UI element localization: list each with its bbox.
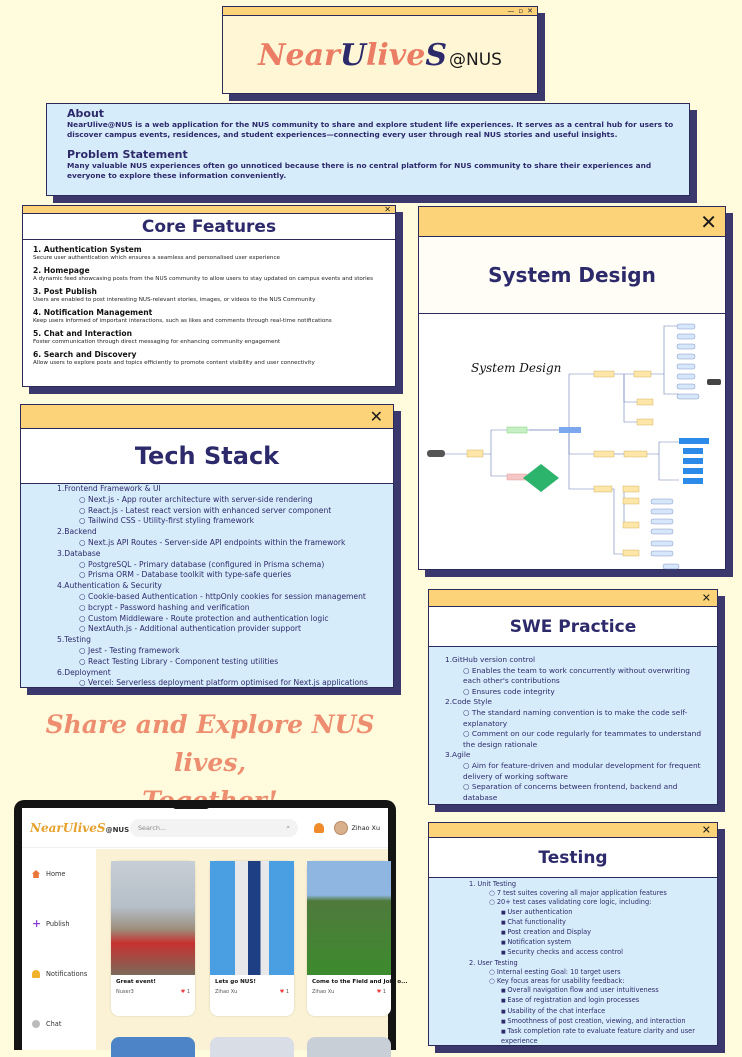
list-item	[57, 560, 393, 571]
swe-practice-window	[428, 589, 718, 805]
list-item	[469, 1007, 711, 1017]
tech-title-bar	[21, 405, 393, 429]
feature-title: 5. Chat and Interaction	[33, 329, 133, 338]
core-features-list	[23, 245, 395, 366]
app-logo	[223, 38, 537, 73]
circle-bullet-icon: ○	[79, 570, 89, 580]
problem-title: Problem Statement	[67, 148, 188, 161]
swe-title-bar	[429, 590, 717, 607]
heart-icon[interactable]: ♥	[180, 989, 186, 995]
list-item-text: Jest - Testing framework	[88, 645, 180, 655]
list-item	[445, 750, 707, 761]
app-logo-text: NearUliveS	[30, 820, 106, 835]
list-item	[469, 948, 711, 958]
list-item	[469, 938, 711, 948]
circle-bullet-icon: ○	[489, 889, 497, 898]
system-design-diagram	[419, 314, 725, 564]
about-title: About	[67, 107, 105, 120]
heart-icon[interactable]: ♥	[279, 989, 285, 995]
chat-icon	[32, 1020, 40, 1028]
list-item-text: Overall navigation flow and user intuitiveness	[507, 986, 659, 995]
list-item-text: 3.Database	[57, 548, 101, 558]
logo-window	[222, 6, 538, 94]
list-item-text: 2.Backend	[57, 527, 97, 537]
circle-bullet-icon: ○	[463, 707, 472, 717]
circle-bullet-icon: ○	[79, 559, 89, 569]
post-caption: Lets go NUS!	[215, 979, 256, 985]
list-item	[445, 729, 707, 750]
list-item	[57, 646, 393, 657]
post-card-partial[interactable]	[307, 1037, 391, 1057]
square-bullet-icon: ■	[501, 950, 508, 957]
sidebar-item-notifications[interactable]	[22, 949, 96, 999]
post-caption: Come to the Field and Join o...	[312, 979, 408, 985]
user-menu[interactable]	[334, 821, 381, 835]
post-feed	[96, 849, 408, 1050]
feature-title: 1. Authentication System	[33, 245, 142, 254]
list-item	[57, 635, 393, 646]
heart-icon[interactable]: ♥	[376, 989, 382, 995]
list-item-text: 2.Code Style	[445, 697, 492, 707]
list-item	[57, 592, 393, 603]
testing-list	[429, 878, 717, 1046]
list-item	[445, 655, 707, 666]
swe-practice-list	[429, 647, 717, 803]
post-image[interactable]	[111, 861, 195, 975]
post-card[interactable]	[307, 861, 408, 1016]
circle-bullet-icon: ○	[79, 505, 89, 515]
list-item	[469, 986, 711, 996]
post-card-partial[interactable]	[210, 1037, 294, 1057]
post-likes: 1	[186, 989, 190, 995]
system-design-title: System Design	[488, 263, 656, 287]
user-name: Zihao Xu	[351, 823, 380, 832]
close-icon[interactable]: ✕	[527, 7, 533, 15]
diagram-title: System Design	[471, 361, 562, 375]
circle-bullet-icon: ○	[79, 516, 89, 526]
list-item-text: 3.Agile	[445, 750, 471, 760]
list-item-text: Aim for feature-driven and modular development for frequent delivery of working software	[463, 760, 701, 781]
close-icon[interactable]: ✕	[700, 209, 717, 234]
list-item-text: Prisma ORM - Database toolkit with type-safe queries	[88, 570, 292, 580]
post-card[interactable]	[210, 861, 294, 1016]
list-item-text: 2. User Testing	[469, 958, 518, 967]
square-bullet-icon: ■	[501, 1029, 508, 1036]
list-item-text: NextAuth.js - Additional authentication provider support	[88, 624, 301, 634]
logo-part-near: Near	[258, 38, 340, 73]
list-item-text: bcrypt - Password hashing and verification	[88, 602, 250, 612]
list-item-text: Smoothness of post creation, viewing, and interaction	[507, 1016, 686, 1025]
logo-suffix: @NUS	[448, 50, 502, 70]
sidebar-item-chat[interactable]	[22, 999, 96, 1049]
app-header-logo[interactable]	[30, 821, 130, 835]
logo-part-s: S	[425, 38, 447, 73]
circle-bullet-icon: ○	[463, 665, 472, 675]
list-item-text: React Testing Library - Component testing utilities	[88, 656, 279, 666]
tech-stack-list	[21, 484, 393, 689]
list-item-text: Usability of the chat interface	[507, 1006, 606, 1015]
about-panel	[46, 103, 690, 196]
feature-description: Foster communication through direct messaging for enhancing community engagement	[33, 339, 281, 345]
list-item	[57, 678, 393, 689]
post-card-partial[interactable]	[111, 1037, 195, 1057]
list-item	[469, 889, 711, 898]
list-item-text: Notification system	[507, 938, 572, 947]
square-bullet-icon: ■	[501, 909, 508, 916]
feature-item	[33, 350, 385, 366]
list-item	[445, 708, 707, 729]
feature-item	[33, 287, 385, 303]
list-item-text: Separation of concerns between frontend, backend and database	[463, 782, 678, 802]
list-item-text: 1.Frontend Framework & UI	[57, 484, 161, 493]
post-caption: Great event!	[116, 979, 156, 985]
list-item-text: Key focus areas for usability feedback:	[496, 977, 625, 986]
list-item-text: Vercel: Serverless deployment platform optimised for Next.js applications	[88, 678, 368, 688]
list-item-text: PostgreSQL - Primary database (configured in Prisma schema)	[88, 559, 325, 569]
tagline-line-1: Share and Explore NUS lives,	[45, 710, 375, 777]
list-item-text: Post creation and Display	[507, 928, 592, 937]
post-author: Nuser3	[116, 989, 134, 995]
swe-practice-title: SWE Practice	[509, 616, 637, 637]
list-item	[445, 761, 707, 782]
search-icon[interactable]: ⌕	[286, 823, 290, 831]
list-item	[57, 603, 393, 614]
list-item-text: User authentication	[507, 907, 573, 916]
sidebar-item-home[interactable]	[22, 849, 96, 899]
list-item	[57, 516, 393, 527]
minimize-icon[interactable]: —	[507, 7, 515, 15]
core-title-bar	[23, 206, 395, 214]
list-item-text: Enables the team to work concurrently without overwriting each other's contributions	[463, 665, 690, 686]
feature-description: Secure user authentication which ensures a seamless and personalised user experience	[33, 255, 280, 261]
list-item	[57, 581, 393, 592]
list-item	[445, 666, 707, 687]
laptop-mockup	[14, 800, 408, 1050]
square-bullet-icon: ■	[501, 930, 508, 937]
list-item-text: Tailwind CSS - Utility-first styling framework	[88, 516, 254, 526]
sidebar-item-label: Publish	[46, 920, 70, 928]
circle-bullet-icon: ○	[79, 494, 89, 504]
logo-part-u: U	[339, 38, 366, 73]
sidebar-item-label: Chat	[46, 1020, 62, 1028]
feature-description: Users are enabled to post interesting NUS-relevant stories, images, or videos to the NUS Community	[33, 297, 316, 303]
list-item	[57, 624, 393, 635]
testing-title: Testing	[538, 847, 608, 868]
testing-title-bar	[429, 823, 717, 838]
list-item	[57, 657, 393, 668]
circle-bullet-icon: ○	[79, 624, 89, 634]
list-item	[469, 1027, 711, 1046]
feature-title: 2. Homepage	[33, 266, 90, 275]
post-likes: 1	[285, 989, 289, 995]
list-item	[469, 996, 711, 1006]
list-item-text: Next.js API Routes - Server-side API endpoints within the framework	[88, 537, 346, 547]
logo-part-live: live	[366, 38, 426, 73]
circle-bullet-icon: ○	[489, 898, 497, 907]
bell-icon	[32, 970, 40, 978]
feature-description: A dynamic feed showcasing posts from the NUS community to allow users to stay updated on campus events and stories	[33, 276, 374, 282]
circle-bullet-icon: ○	[79, 613, 89, 623]
square-bullet-icon: ■	[501, 919, 508, 926]
circle-bullet-icon: ○	[489, 967, 497, 976]
feature-title: 6. Search and Discovery	[33, 350, 137, 359]
feature-description: Keep users informed of important interactions, such as likes and comments through real-time notifications	[33, 318, 332, 324]
list-item-text: 20+ test cases validating core logic, including:	[496, 898, 652, 907]
list-item	[57, 570, 393, 581]
circle-bullet-icon: ○	[79, 678, 89, 688]
app-header	[22, 808, 388, 848]
circle-bullet-icon: ○	[489, 977, 497, 986]
post-likes: 1	[382, 989, 386, 995]
list-item-text: 6.Deployment	[57, 667, 111, 677]
logo-title-bar	[223, 7, 537, 16]
list-item	[469, 968, 711, 977]
avatar[interactable]	[334, 821, 348, 835]
list-item	[57, 506, 393, 517]
list-item	[469, 1017, 711, 1027]
list-item-text: Next.js - App router architecture with server-side rendering	[88, 494, 313, 504]
list-item-text: Internal eesting Goal: 10 target users	[496, 967, 621, 976]
list-item	[57, 484, 393, 495]
maximize-icon[interactable]: ▫	[518, 7, 524, 15]
list-item-text: 5.Testing	[57, 635, 91, 645]
list-item-text: 1.GitHub version control	[445, 655, 536, 664]
square-bullet-icon: ■	[501, 1018, 508, 1025]
search-input[interactable]	[130, 819, 298, 837]
list-item	[469, 898, 711, 907]
system-design-flowchart	[419, 314, 724, 566]
laptop-notch	[172, 800, 210, 809]
home-icon	[32, 870, 40, 878]
close-icon[interactable]: ✕	[701, 591, 711, 605]
list-item	[57, 549, 393, 560]
list-item	[469, 908, 711, 918]
list-item	[445, 687, 707, 698]
square-bullet-icon: ■	[501, 998, 508, 1005]
app-logo-suffix: @NUS	[105, 825, 130, 834]
circle-bullet-icon: ○	[463, 760, 472, 770]
circle-bullet-icon: ○	[463, 782, 472, 792]
sidebar	[22, 849, 96, 1050]
feature-title: 3. Post Publish	[33, 287, 97, 296]
system-design-window	[418, 206, 726, 570]
list-item	[57, 614, 393, 625]
list-item-text: Custom Middleware - Route protection and authentication logic	[88, 613, 329, 623]
post-card[interactable]	[111, 861, 195, 1016]
feature-item	[33, 266, 385, 282]
square-bullet-icon: ■	[501, 988, 508, 995]
post-image[interactable]	[210, 861, 294, 975]
close-icon[interactable]: ✕	[701, 823, 711, 837]
list-item-text: 4.Authentication & Security	[57, 581, 162, 591]
circle-bullet-icon: ○	[463, 686, 472, 696]
list-item	[57, 538, 393, 549]
tech-stack-title: Tech Stack	[134, 442, 280, 470]
list-item	[469, 959, 711, 968]
feature-item	[33, 329, 385, 345]
list-item	[469, 880, 711, 889]
post-author: Zihao Xu	[312, 989, 335, 995]
list-item-text: Ease of registration and login processes	[507, 996, 640, 1005]
app-screen	[22, 808, 408, 1050]
list-item	[57, 495, 393, 506]
system-title-bar	[419, 207, 725, 237]
list-item	[469, 928, 711, 938]
close-icon[interactable]: ✕	[369, 406, 383, 426]
list-item-text: 7 test suites covering all major application features	[496, 889, 667, 898]
sidebar-item-publish[interactable]	[22, 899, 96, 949]
circle-bullet-icon: ○	[79, 645, 89, 655]
feature-item	[33, 308, 385, 324]
circle-bullet-icon: ○	[79, 656, 89, 666]
post-author: Zihao Xu	[215, 989, 238, 995]
list-item	[445, 782, 707, 803]
bell-icon[interactable]	[314, 823, 324, 833]
testing-window	[428, 822, 718, 1046]
list-item-text: React.js - Latest react version with enhanced server component	[88, 505, 332, 515]
feature-description: Allow users to explore posts and topics efficiently to promote content visibility and user connectivity	[33, 360, 315, 366]
list-item	[469, 977, 711, 986]
sidebar-item-label: Home	[46, 870, 66, 878]
square-bullet-icon: ■	[501, 940, 508, 947]
circle-bullet-icon: ○	[79, 537, 89, 547]
close-icon[interactable]: ✕	[384, 204, 391, 214]
about-text: NearUlive@NUS is a web application for the NUS community to share and explore student life experiences. It serves as a central hub for users to discover campus events, residences, and student experiences—connecting every user through real NUS stories and useful insights.	[67, 120, 674, 139]
circle-bullet-icon: ○	[79, 602, 89, 612]
problem-text: Many valuable NUS experiences often go unnoticed because there is no central platform for NUS community to share their experiences and everyone to explore these information conveniently.	[67, 161, 652, 180]
search-placeholder: Search...	[138, 823, 167, 832]
tech-stack-window	[20, 404, 394, 688]
core-features-title: Core Features	[23, 214, 395, 240]
square-bullet-icon: ■	[501, 1008, 508, 1015]
post-image[interactable]	[307, 861, 391, 975]
list-item-text: Cookie-based Authentication - httpOnly cookies for session management	[88, 591, 366, 601]
sidebar-item-label: Notifications	[46, 970, 88, 978]
plus-icon: +	[32, 917, 42, 930]
list-item-text: Security checks and access control	[507, 948, 624, 957]
list-item-text: Chat functionality	[507, 917, 566, 926]
circle-bullet-icon: ○	[79, 591, 89, 601]
circle-bullet-icon: ○	[463, 729, 472, 739]
list-item	[469, 918, 711, 928]
feature-item	[33, 245, 385, 261]
list-item-text: 1. Unit Testing	[469, 880, 517, 888]
list-item-text: Comment on our code regularly for teammates to understand the design rationale	[463, 729, 702, 749]
list-item	[57, 668, 393, 679]
list-item-text: Task completion rate to evaluate feature clarity and user experience	[501, 1027, 695, 1046]
list-item	[57, 527, 393, 538]
feature-title: 4. Notification Management	[33, 308, 153, 317]
list-item-text: The standard naming convention is to make the code self-explanatory	[463, 707, 688, 728]
core-features-window	[22, 205, 396, 387]
list-item-text: Ensures code integrity	[471, 686, 555, 696]
list-item	[445, 697, 707, 708]
